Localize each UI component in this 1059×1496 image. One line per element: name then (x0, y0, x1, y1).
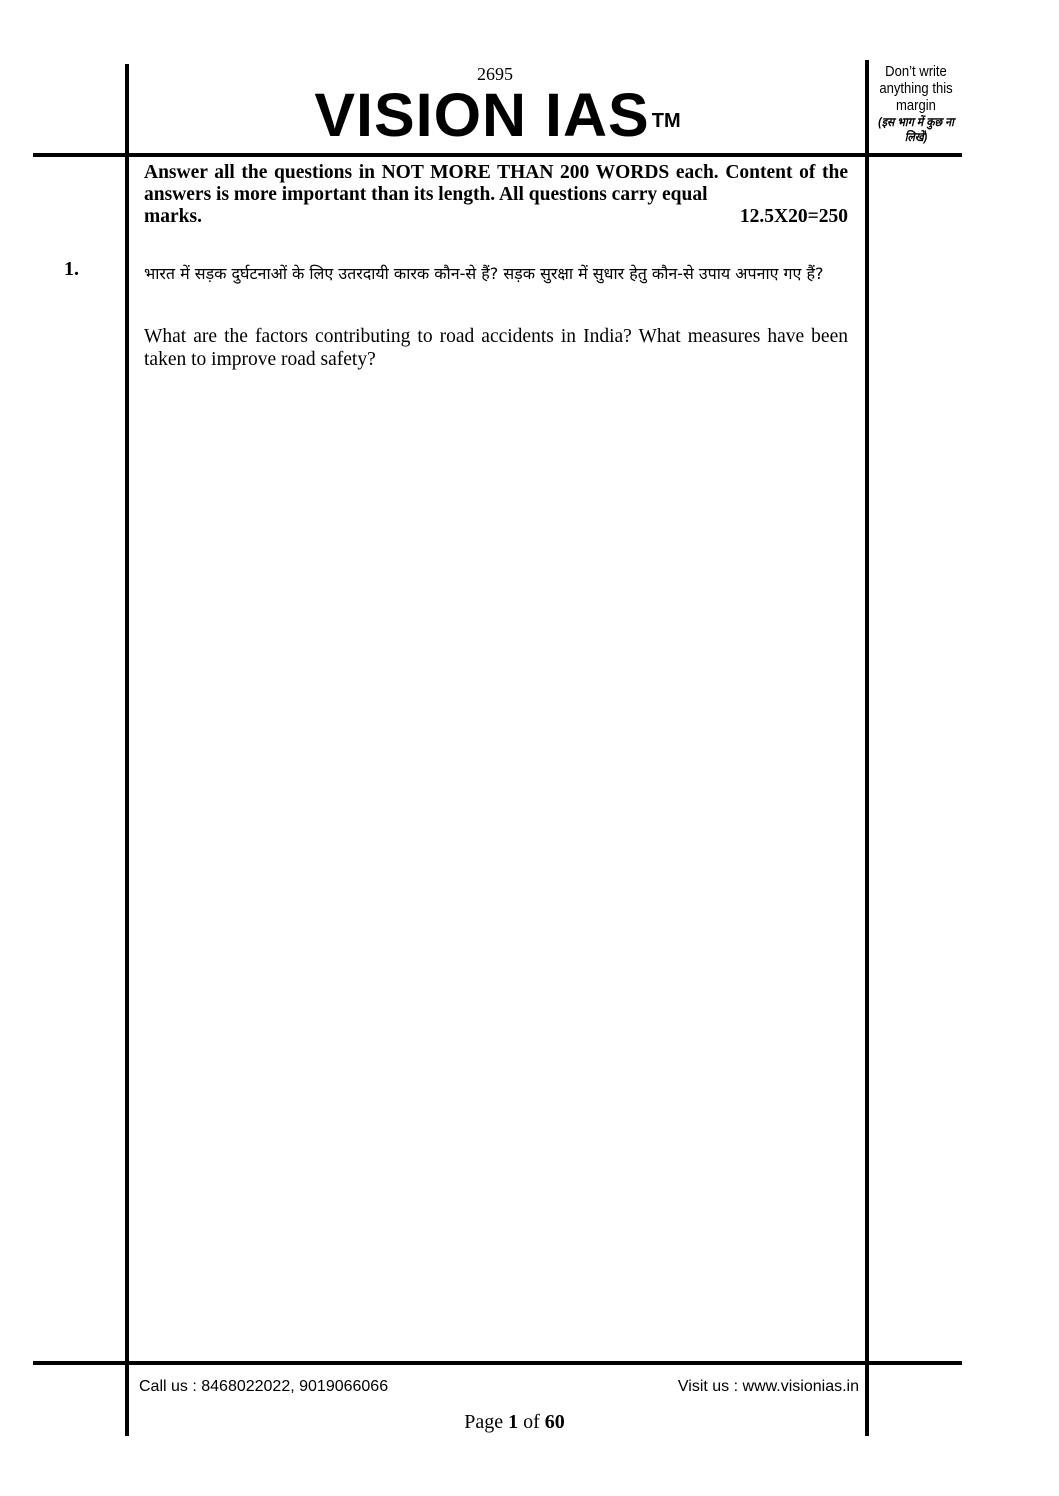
instructions-text: Answer all the questions in NOT MORE THAN 200 WORDS each. Content of the answers is more important than its length. All questions carry equal (144, 162, 848, 205)
question-number: 1. (64, 258, 79, 280)
page-total: 60 (544, 1411, 565, 1433)
page-label: Page (464, 1411, 504, 1433)
page-current: 1 (508, 1411, 519, 1433)
page-of: of (523, 1411, 540, 1433)
paper-code: 2695 (477, 64, 513, 84)
margin-warning (871, 64, 961, 145)
total-marks: 12.5X20=250 (739, 206, 848, 227)
vision-ias-logo (0, 80, 995, 150)
right-margin-line (865, 60, 869, 1436)
trademark-symbol: TM (651, 110, 681, 132)
footer-website: Visit us : www.visionias.in (677, 1378, 859, 1395)
footer-rule (33, 1361, 962, 1365)
footer-call: Call us : 8468022022, 9019066066 (139, 1378, 389, 1395)
instructions-last-line (144, 206, 848, 228)
question-text-hindi: भारत में सड़क दुर्घटनाओं के लिए उतरदायी कारक कौन-से हैं? सड़क सुरक्षा में सुधार हेतु कौन-से उपाय अपनाए गए हैं? (144, 264, 824, 283)
instructions (144, 162, 848, 228)
header-rule (33, 153, 962, 157)
page-number (0, 1411, 1029, 1434)
margin-warning-hindi: (इस भाग में कुछ ना लिखें) (878, 115, 954, 144)
left-margin-line (125, 64, 129, 1436)
question-text-english: What are the factors contributing to road accidents in India? What measures have been taken to improve road safety? (144, 326, 848, 370)
instructions-last-word: marks. (144, 206, 202, 227)
logo-text: VISION IAS (314, 81, 650, 149)
margin-warning-english: Don’t write anything this margin (879, 64, 953, 114)
